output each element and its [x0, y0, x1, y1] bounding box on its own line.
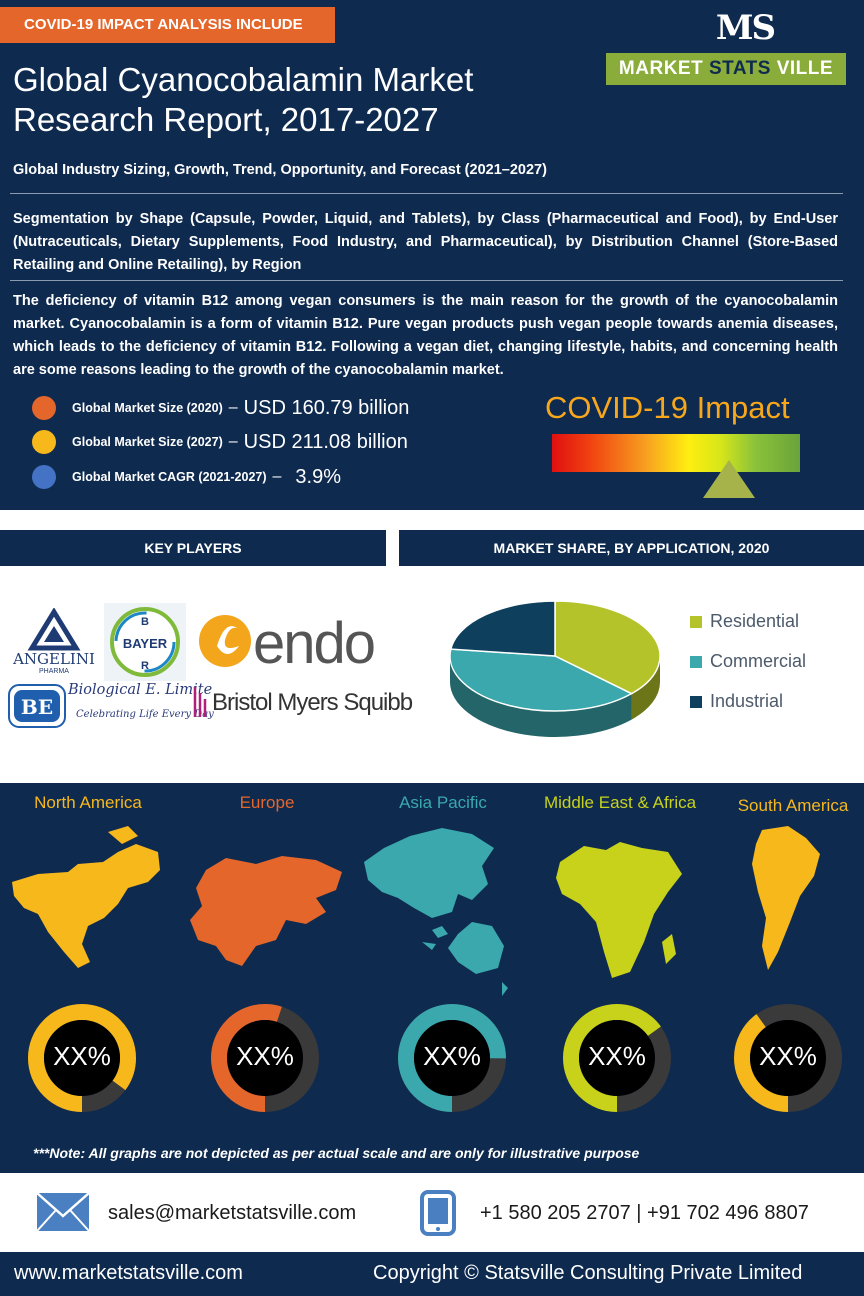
- stat-bullet-icon: [32, 396, 56, 420]
- disclaimer-note: ***Note: All graphs are not depicted as per actual scale and are only for illustrative purpose: [33, 1145, 640, 1161]
- stat-label: Global Market CAGR (2021-2027): [72, 470, 267, 484]
- bms-name: Bristol Myers Squibb: [212, 689, 413, 716]
- legend-label: Commercial: [710, 651, 807, 671]
- legend-item-commercial: [690, 651, 806, 672]
- legend-swatch: [690, 656, 702, 668]
- svg-text:B: B: [141, 616, 149, 628]
- legend-swatch: [690, 696, 702, 708]
- report-title: Global Cyanocobalamin Market Research Report, 2017-2027: [13, 61, 474, 138]
- mail-icon: [36, 1192, 90, 1232]
- impact-gradient-bar: [552, 434, 800, 472]
- stat-label: Global Market Size (2020): [72, 401, 223, 415]
- legend-item-residential: [690, 611, 799, 632]
- svg-text:R: R: [141, 660, 149, 672]
- stat-separator: –: [228, 433, 238, 450]
- stat-market-size-2027: [32, 428, 408, 456]
- biological-e-name: Biological E. Limite: [68, 682, 213, 698]
- segmentation-text: Segmentation by Shape (Capsule, Powder, Liquid, and Tablets), by Class (Pharmaceutical and Food), by End-User (Nutraceuticals, Dietary Supplements, Food Industry, and Pharmaceutical), by Distribution Channel (Store-Based Retailing and Online Retailing), by Region: [13, 211, 838, 273]
- south-america-map-icon: [748, 822, 828, 972]
- key-players-header: KEY PLAYERS: [0, 530, 386, 566]
- logo-word-market: MARKET: [618, 58, 704, 79]
- divider: [10, 280, 843, 281]
- contact-phone[interactable]: +1 580 205 2707 | +91 702 496 8807: [480, 1202, 809, 1224]
- phone-icon: [420, 1190, 456, 1236]
- logo-monogram: MS: [715, 8, 775, 48]
- angelini-sub: PHARMA: [39, 668, 69, 674]
- stat-label: Global Market Size (2027): [72, 435, 223, 449]
- angelini-logo: [8, 608, 100, 674]
- stat-value: USD 160.79 billion: [243, 396, 410, 419]
- region-name-asia-pacific: Asia Pacific: [399, 793, 487, 812]
- website-link[interactable]: www.marketstatsville.com: [14, 1262, 243, 1284]
- logo-wordmark: [606, 53, 846, 85]
- covid-impact-tag: COVID-19 IMPACT ANALYSIS INCLUDE: [0, 7, 335, 43]
- region-name-north-america: North America: [34, 793, 142, 812]
- north-america-map-icon: [8, 822, 168, 972]
- bayer-name: BAYER: [122, 636, 168, 651]
- contact-email[interactable]: sales@marketstatsville.com: [108, 1202, 357, 1224]
- market-share-pie-chart: [440, 596, 670, 746]
- middle-east-africa-map-icon: [550, 822, 700, 984]
- copyright-text: Copyright © Statsville Consulting Private Limited: [373, 1262, 803, 1284]
- legend-label: Industrial: [710, 691, 784, 711]
- report-subtitle: Global Industry Sizing, Growth, Trend, Opportunity, and Forecast (2021–2027): [13, 162, 547, 178]
- legend-swatch: [690, 616, 702, 628]
- bayer-logo: [104, 603, 186, 681]
- covid-impact-title: COVID-19 Impact: [545, 390, 790, 425]
- stat-cagr: [32, 463, 341, 491]
- region-donut-value: XX%: [588, 1041, 646, 1071]
- bms-mark-icon: [192, 683, 210, 721]
- biological-e-mark-logo: [8, 683, 66, 729]
- region-name-south-america: South America: [737, 796, 849, 815]
- region-donut-value: XX%: [423, 1041, 481, 1071]
- angelini-name: ANGELINI: [13, 650, 95, 668]
- impact-marker-icon: [703, 460, 755, 498]
- market-share-header: MARKET SHARE, BY APPLICATION, 2020: [399, 530, 864, 566]
- legend-item-industrial: [690, 691, 783, 712]
- biological-e-mark: BE: [20, 695, 54, 719]
- biological-e-tagline: Celebrating Life Every Day: [76, 709, 214, 720]
- region-donut-value: XX%: [759, 1041, 817, 1071]
- region-donut-value: XX%: [236, 1041, 294, 1071]
- region-name-europe: Europe: [239, 793, 295, 812]
- region-donut-value: XX%: [53, 1041, 111, 1071]
- description-text: The deficiency of vitamin B12 among vegan consumers is the main reason for the growth of the cyanocobalamin market. Cyanocobalamin is a form of vitamin B12. Pure vegan products push vegan people towards anemia diseases, which leads to the deficiency of vitamin B12. Following a vegan diet, changing lifestyle, habits, and concerning health are some reasons leading to the growth of the cyanocobalamin market.: [13, 293, 838, 378]
- pie-slice-industrial: [451, 601, 555, 656]
- endo-name: endo: [253, 611, 375, 672]
- stat-value: 3.9%: [295, 465, 342, 488]
- stat-market-size-2020: [32, 394, 409, 422]
- divider: [10, 193, 843, 194]
- logo-word-stats: STATS: [708, 58, 771, 79]
- europe-map-icon: [186, 850, 346, 980]
- legend-label: Residential: [710, 611, 800, 631]
- logo-word-ville: VILLE: [776, 58, 834, 79]
- endo-logo: [195, 606, 390, 672]
- stat-value: USD 211.08 billion: [243, 430, 408, 453]
- asia-pacific-map-icon: [362, 822, 512, 1000]
- stat-bullet-icon: [32, 465, 56, 489]
- stat-separator: –: [272, 468, 282, 485]
- region-name-middle-east-africa: Middle East & Africa: [543, 793, 697, 812]
- stat-separator: –: [228, 399, 238, 416]
- stat-bullet-icon: [32, 430, 56, 454]
